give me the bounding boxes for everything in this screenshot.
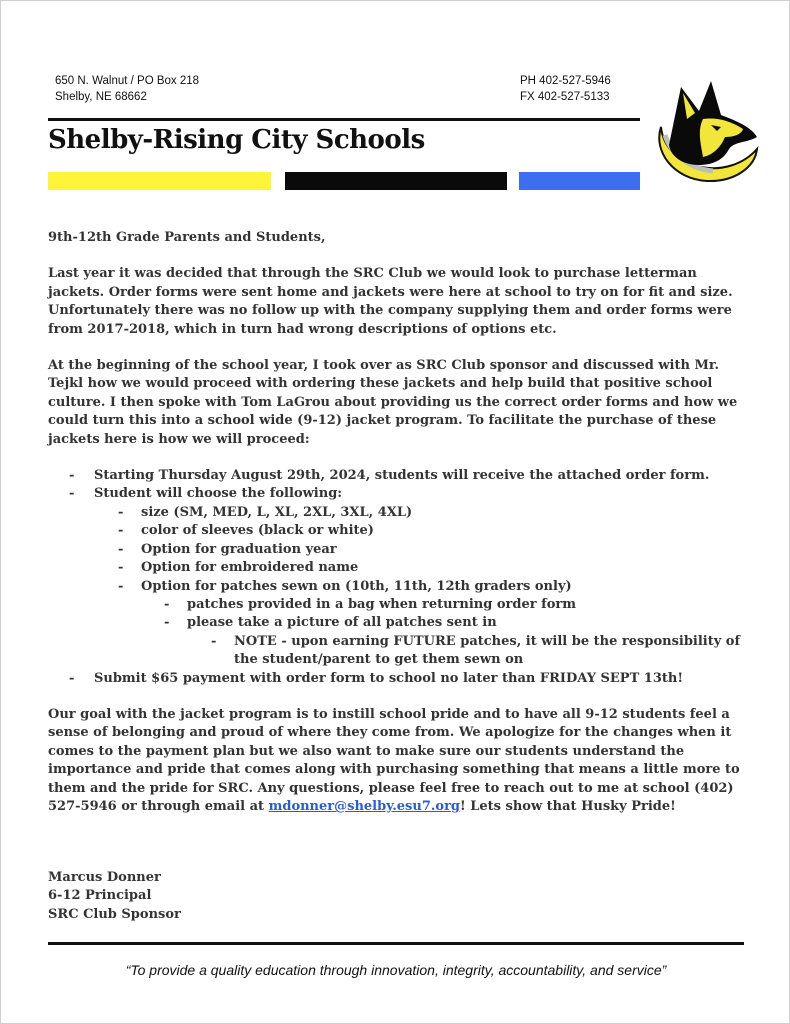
dash-bullet: - (118, 523, 124, 539)
list-subsubitem: - patches provided in a bag when returning order form (48, 596, 748, 614)
address-line-1: 650 N. Walnut / PO Box 218 (55, 75, 200, 87)
list-subitem: - Option for graduation year (48, 541, 748, 559)
paragraph-closing: Our goal with the jacket program is to instill school pride and to have all 9-12 students feel a sense of belonging and proud of where they come from. We apologize for the changes when it comes to the payment plan but we also want to make sure our students understand the importance and pride that comes along with purchasing something that means a little more to them and the pride for SRC. Any questions, please feel free to reach out to me at school (402) 527-5946 or through email at mdonner@shelby.esu7.org! Lets show that Husky Pride! (48, 706, 740, 814)
dash-bullet: - (164, 615, 170, 631)
list-note: - NOTE - upon earning FUTURE patches, it will be the responsibility of the student/parent to get them sewn on (211, 633, 741, 668)
dash-bullet: - (69, 468, 75, 484)
letter-body (48, 229, 748, 834)
email-link[interactable]: mdonner@shelby.esu7.org (268, 798, 461, 814)
school-address (55, 73, 199, 105)
greeting: 9th-12th Grade Parents and Students, (48, 230, 326, 245)
dash-bullet: - (211, 633, 217, 649)
list-subitem: - color of sleeves (black or white) (48, 522, 748, 540)
signer-role: SRC Club Sponsor (48, 906, 181, 922)
list-item: - Submit $65 payment with order form to school no later than FRIDAY SEPT 13th! (48, 670, 748, 688)
list-subitem: - Option for embroidered name (48, 559, 748, 577)
signature-block (48, 869, 181, 924)
signer-name: Marcus Donner (48, 870, 161, 885)
address-line-2: Shelby, NE 68662 (55, 91, 147, 103)
fax-number: FX 402-527-5133 (520, 91, 610, 103)
yellow-color-bar (48, 172, 271, 190)
procedure-list (48, 467, 748, 688)
blue-color-bar (519, 172, 640, 190)
phone-number: PH 402-527-5946 (520, 75, 611, 87)
school-contact (520, 73, 611, 105)
paragraph-background: Last year it was decided that through the SRC Club we would look to purchase letterman jackets. Order forms were sent home and jackets were here at school to try on for fit and size. Unfortunately there was no follow up with the company supplying them and order forms were from 2017-2018, which in turn had wrong descriptions of options etc. (48, 266, 733, 337)
dash-bullet: - (69, 486, 75, 502)
list-subitem: - Option for patches sewn on (10th, 11th, 12th graders only) (48, 578, 748, 596)
list-subitem: - size (SM, MED, L, XL, 2XL, 3XL, 4XL) (48, 504, 748, 522)
dash-bullet: - (118, 541, 124, 557)
black-color-bar (285, 172, 507, 190)
header-rule (48, 118, 640, 121)
paragraph-plan: At the beginning of the school year, I took over as SRC Club sponsor and discussed with Mr. Tejkl how we would proceed with ordering these jackets and help build that positive school culture. I then spoke with Tom LaGrou about providing us the correct order forms and how we could turn this into a school wide (9-12) jacket program. To facilitate the purchase of these jackets here is how we will proceed: (48, 358, 738, 447)
list-item: - Student will choose the following: (48, 485, 748, 503)
school-motto: “To provide a quality education through innovation, integrity, accountability, and service” (125, 962, 667, 978)
dash-bullet: - (164, 596, 170, 612)
signer-title: 6-12 Principal (48, 888, 152, 904)
list-item: - Starting Thursday August 29th, 2024, students will receive the attached order form. (48, 467, 748, 485)
school-name-title: Shelby-Rising City Schools (48, 125, 425, 155)
dash-bullet: - (118, 504, 124, 520)
list-subsubitem: - please take a picture of all patches sent in (48, 614, 748, 632)
husky-logo-icon (647, 79, 763, 183)
dash-bullet: - (69, 670, 75, 686)
dash-bullet: - (118, 560, 124, 576)
footer-rule (48, 942, 744, 945)
dash-bullet: - (118, 578, 124, 594)
